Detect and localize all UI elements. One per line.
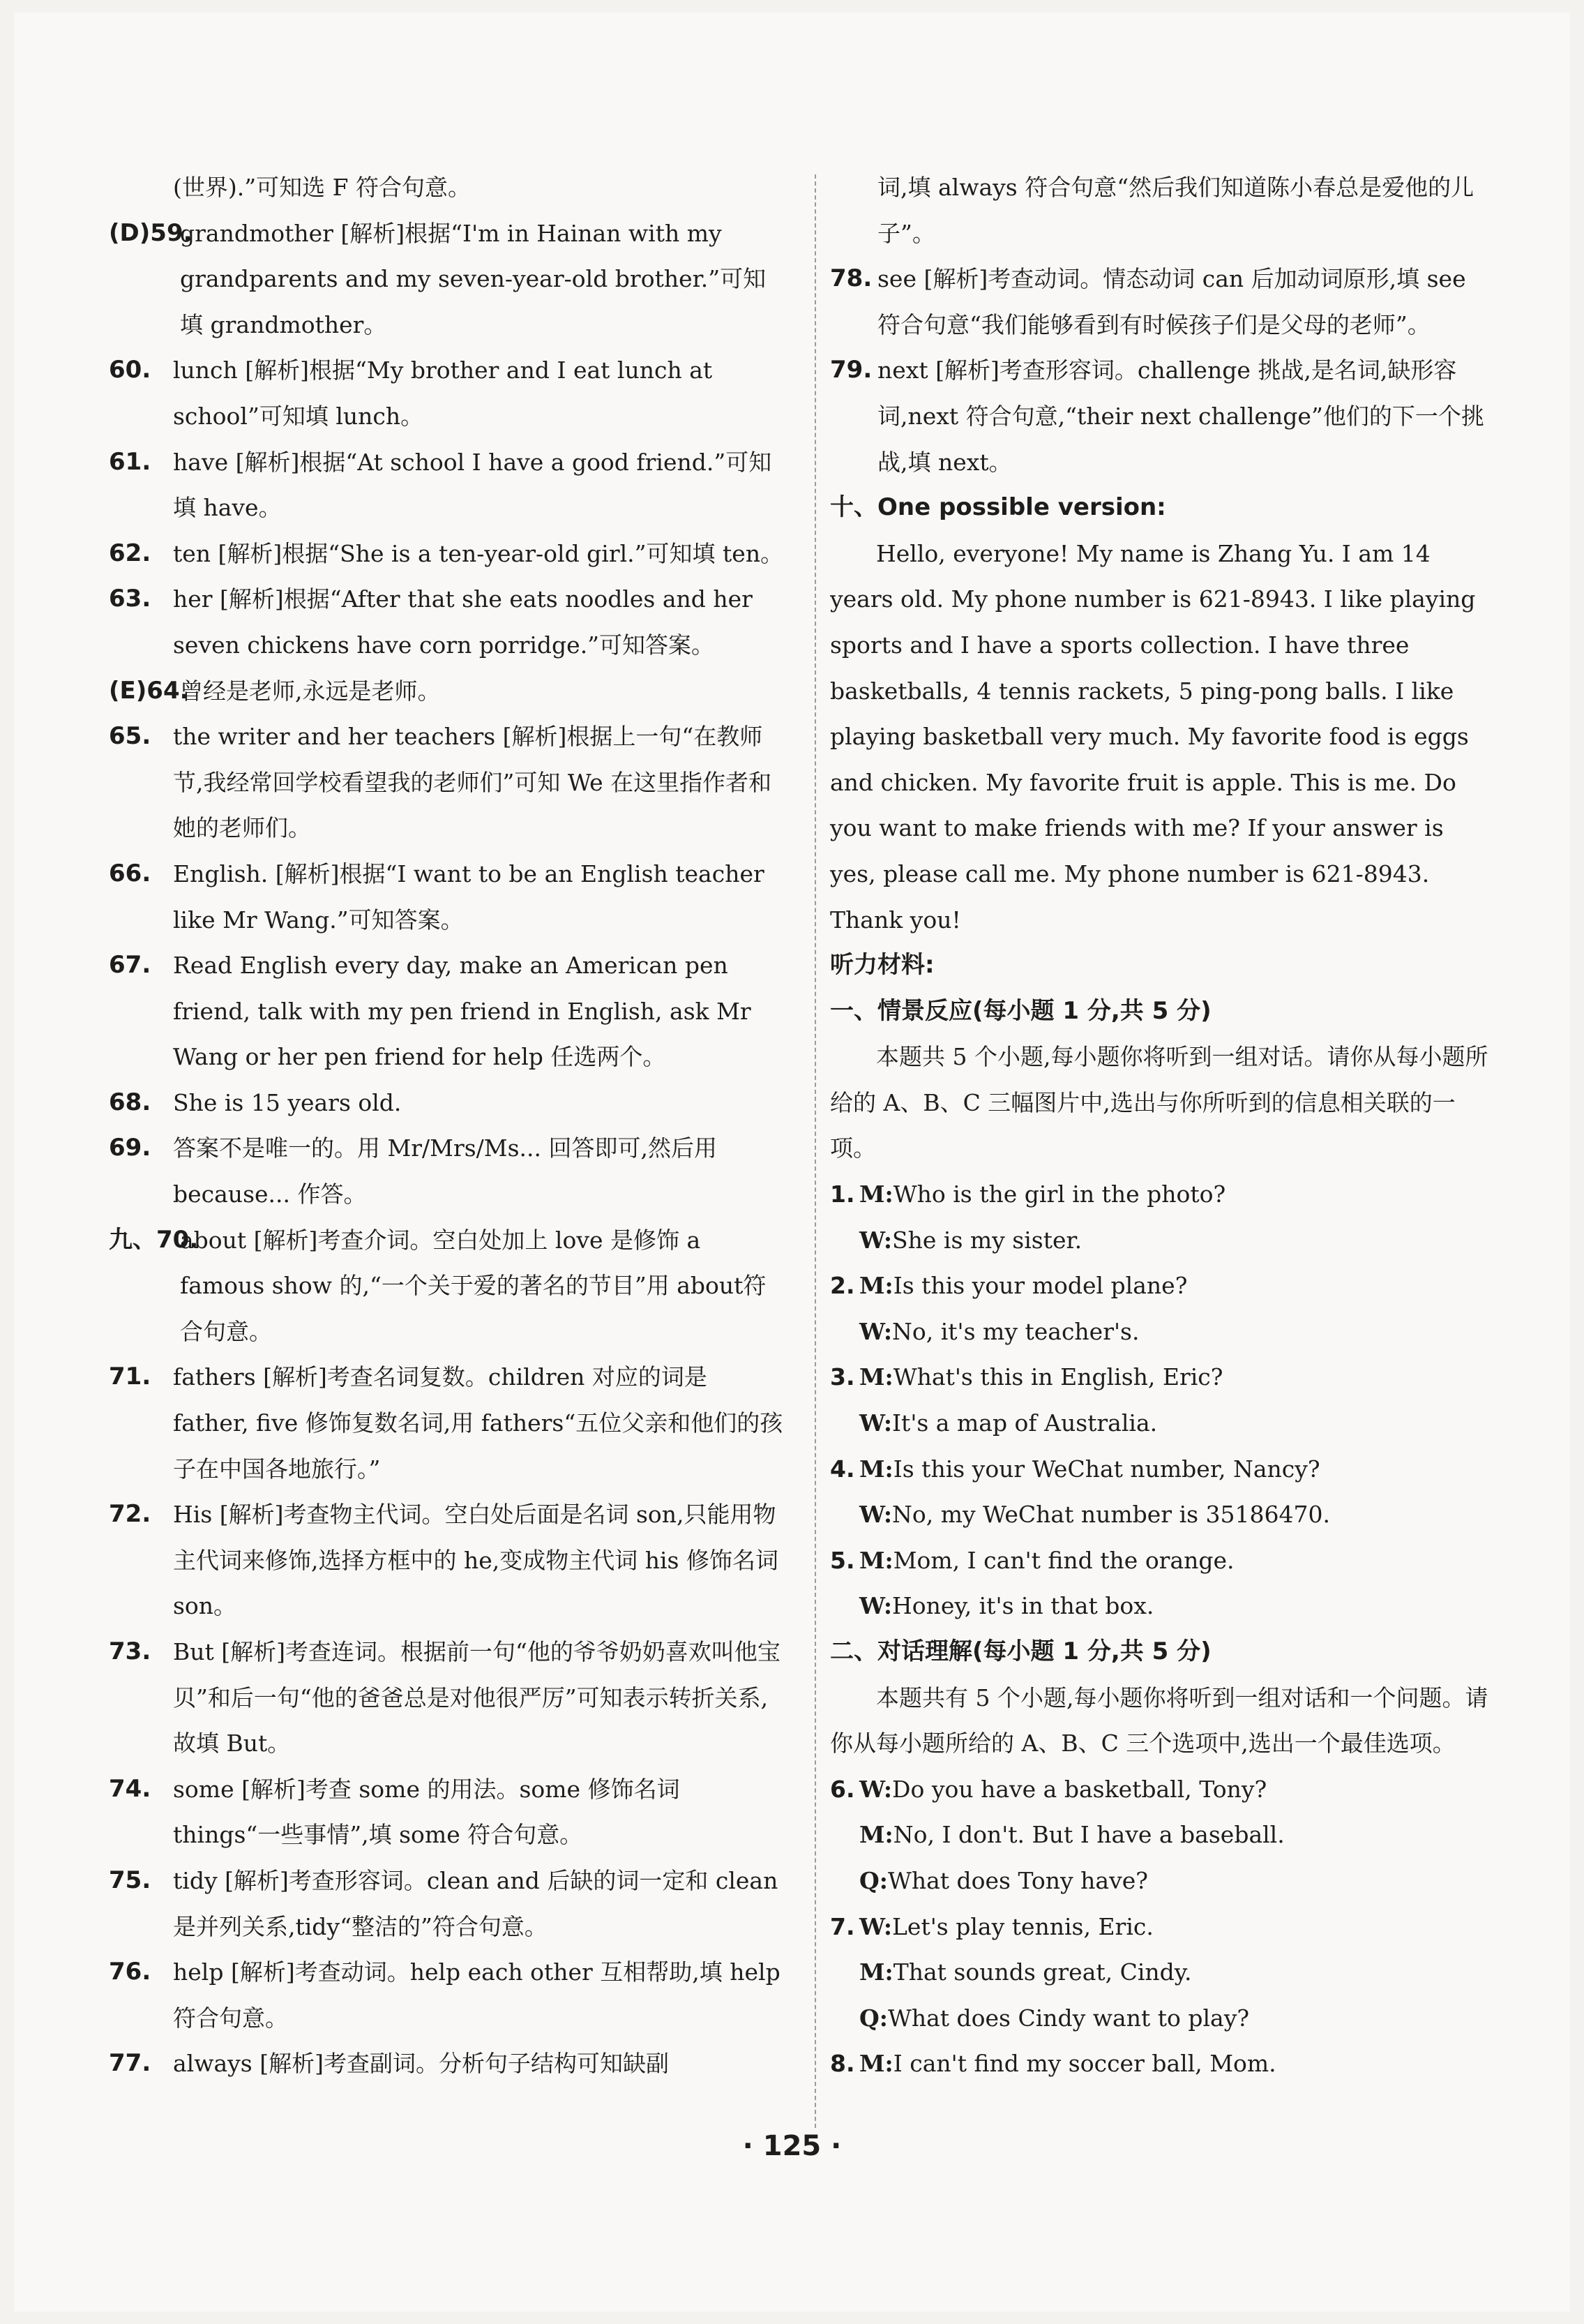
answer-item: [109, 576, 785, 668]
section2-intro: 本题共有 5 个小题,每小题你将听到一组对话和一个问题。请你从每小题所给的 A、B、C 三个选项中,选出一个最佳选项。: [830, 1684, 1488, 1757]
dialog-line: It's a map of Australia.: [892, 1409, 1158, 1437]
speaker: W:: [859, 1409, 893, 1437]
dialog: [830, 1263, 1489, 1309]
answer-text: help [解析]考查动词。help each other 互相帮助,填 help 符合句意。: [173, 1958, 780, 2032]
dialog-reply: [830, 1812, 1489, 1858]
answer-text: next [解析]考查形容词。challenge 挑战,是名词,缺形容词,next 符合句意,“their next challenge”他们的下一个挑战,填 next。: [877, 357, 1484, 476]
dialog-line: Let's play tennis, Eric.: [892, 1912, 1154, 1940]
answer-number: (E)64.: [109, 676, 189, 705]
answer-text: lunch [解析]根据“My brother and I eat lunch at school”可知填 lunch。: [173, 357, 713, 430]
dialog-line: Who is the girl in the photo?: [893, 1180, 1226, 1208]
answer-number: 65.: [109, 722, 151, 751]
essay-heading: 十、One possible version:: [830, 493, 1166, 522]
dialog-reply: [830, 1492, 1489, 1538]
dialog: [830, 1354, 1489, 1400]
answer-number: 78.: [830, 264, 873, 293]
answer-item: [109, 1125, 785, 1217]
dialog-line: No, I don't. But I have a baseball.: [893, 1821, 1285, 1849]
answer-item: [109, 1949, 785, 2041]
dialog: [830, 1767, 1489, 1813]
answer-number: (D)59.: [109, 218, 193, 247]
answer-item: [109, 1629, 785, 1767]
answer-item: [109, 531, 785, 577]
dialog: [830, 1446, 1489, 1492]
answer-text: the writer and her teachers [解析]根据上一句“在教师节,我经常回学校看望我的老师们”可知 We 在这里指作者和她的老师们。: [173, 723, 772, 842]
speaker: M:: [859, 1180, 893, 1208]
answer-item: [109, 668, 785, 714]
section1-heading: 一、情景反应(每小题 1 分,共 5 分): [830, 996, 1212, 1025]
answer-text: grandmother [解析]根据“I'm in Hainan with my grandparents and my seven-year-old brother.”可知填 grandmother。: [180, 219, 767, 338]
answer-continuation: [830, 165, 1489, 256]
listening-heading: 听力材料:: [830, 951, 935, 980]
answer-number: 66.: [109, 859, 151, 887]
answer-item: [109, 714, 785, 851]
answer-item: [830, 347, 1489, 485]
answer-item: [109, 1767, 785, 1858]
speaker: W:: [859, 1317, 893, 1345]
column-divider: [815, 174, 816, 2128]
answer-text: tidy [解析]考查形容词。clean and 后缺的词一定和 clean 是并列关系,tidy“整洁的”符合句意。: [173, 1866, 778, 1940]
answer-text: see [解析]考查动词。情态动词 can 后加动词原形,填 see 符合句意“我们能够看到有时候孩子们是父母的老师”。: [877, 265, 1466, 338]
answer-text: But [解析]考查连词。根据前一句“他的爷爷奶奶喜欢叫他宝贝”和后一句“他的爸爸总是对他很严厉”可知表示转折关系,故填 But。: [173, 1638, 780, 1757]
answer-text: have [解析]根据“At school I have a good friend.”可知填 have。: [173, 448, 772, 522]
dialog-number: 7.: [830, 1912, 855, 1940]
answer-number: 77.: [109, 2049, 151, 2078]
answer-number: 72.: [109, 1500, 151, 1529]
answer-text: about [解析]考查介词。空白处加上 love 是修饰 a famous show 的,“一个关于爱的著名的节目”用 about符合句意。: [180, 1226, 767, 1345]
section2-heading: 二、对话理解(每小题 1 分,共 5 分): [830, 1637, 1212, 1665]
answer-number: 69.: [109, 1134, 151, 1162]
answer-text: 词,填 always 符合句意“然后我们知道陈小春总是爱他的儿子”。: [877, 174, 1474, 247]
answer-number: 71.: [109, 1363, 151, 1391]
answer-number: 74.: [109, 1774, 151, 1803]
answer-text: Read English every day, make an American pen friend, talk with my pen friend in English, ask Mr Wang or her pen friend for help 任选两个。: [173, 952, 751, 1071]
answer-number: 67.: [109, 951, 151, 980]
page-number: · 125 ·: [742, 2130, 842, 2162]
dialog: [830, 1904, 1489, 1950]
dialog-line: I can't find my soccer ball, Mom.: [893, 2050, 1276, 2078]
speaker: W:: [859, 1775, 893, 1803]
dialog-line: Is this your WeChat number, Nancy?: [893, 1455, 1320, 1483]
answer-item: [109, 1492, 785, 1629]
section1-intro: 本题共 5 个小题,每小题你将听到一组对话。请你从每小题所给的 A、B、C 三幅图片中,选出与你所听到的信息相关联的一项。: [830, 1043, 1488, 1162]
dialog-line: What does Tony have?: [887, 1866, 1148, 1894]
answer-item: [109, 1217, 785, 1355]
speaker: Q:: [859, 2004, 888, 2032]
speaker: W:: [859, 1592, 893, 1620]
dialog-number: 3.: [830, 1363, 855, 1391]
dialog-line: Mom, I can't find the orange.: [893, 1546, 1235, 1574]
speaker: M:: [859, 1363, 893, 1391]
answer-number: 68.: [109, 1088, 151, 1116]
answer-item: [830, 256, 1489, 347]
dialog-line: Is this your model plane?: [893, 1272, 1188, 1300]
dialog-question: [830, 1858, 1489, 1904]
answer-number: 73.: [109, 1637, 151, 1665]
speaker: W:: [859, 1226, 893, 1254]
answer-item: [109, 211, 785, 348]
dialog-number: 1.: [830, 1180, 855, 1208]
answer-item: [109, 347, 785, 439]
answer-text: her [解析]根据“After that she eats noodles and her seven chickens have corn porridge.”可知答案。: [173, 585, 753, 659]
speaker: M:: [859, 1272, 893, 1300]
speaker: W:: [859, 1912, 893, 1940]
answer-item: [109, 2041, 785, 2087]
answer-number: 76.: [109, 1958, 151, 1986]
answer-item: [109, 1858, 785, 1949]
dialog-reply: [830, 1309, 1489, 1355]
answer-number: 九、70.: [109, 1225, 199, 1254]
answer-item: [109, 1080, 785, 1126]
answer-number: 79.: [830, 356, 873, 384]
left-column: [109, 165, 785, 2087]
speaker: M:: [859, 1821, 893, 1849]
dialog-line: No, it's my teacher's.: [892, 1317, 1140, 1345]
answer-number: 62.: [109, 539, 151, 567]
dialog-reply: [830, 1949, 1489, 1995]
dialog-question: [830, 1995, 1489, 2041]
answer-number: 63.: [109, 585, 151, 613]
page: [14, 13, 1570, 2311]
answer-item: [126, 165, 785, 211]
answer-number: 61.: [109, 447, 151, 476]
dialog-line: No, my WeChat number is 35186470.: [892, 1501, 1330, 1529]
dialog-line: Honey, it's in that box.: [892, 1592, 1154, 1620]
answer-number: 75.: [109, 1866, 151, 1894]
speaker: M:: [859, 2050, 893, 2078]
dialog: [830, 1171, 1489, 1217]
dialog-number: 6.: [830, 1775, 855, 1803]
dialog-reply: [830, 1400, 1489, 1446]
answer-item: [109, 440, 785, 531]
answer-text: always [解析]考查副词。分析句子结构可知缺副: [173, 2050, 669, 2078]
dialog: [830, 1538, 1489, 1584]
answer-number: 60.: [109, 356, 151, 384]
dialog: [830, 2041, 1489, 2087]
answer-text: 答案不是唯一的。用 Mr/Mrs/Ms... 回答即可,然后用 because... 作答。: [173, 1134, 717, 1208]
answer-text: His [解析]考查物主代词。空白处后面是名词 son,只能用物主代词来修饰,选择方框中的 he,变成物主代词 his 修饰名词 son。: [173, 1501, 778, 1620]
essay-text: Hello, everyone! My name is Zhang Yu. I am 14 years old. My phone number is 621-8943. I like playing sports and I have a sports collection. I have three basketballs, 4 tennis rackets, 5 ping-pong balls. I like playing basketball very much. My favorite food is eggs and chicken. My favorite fruit is apple. This is me. Do you want to make friends with me? If your answer is yes, please call me. My phone number is 621-8943. Thank you!: [830, 539, 1476, 934]
dialog-number: 5.: [830, 1546, 855, 1574]
answer-text: (世界).”可知选 F 符合句意。: [173, 174, 471, 201]
dialog-reply: [830, 1583, 1489, 1629]
answer-item: [109, 1354, 785, 1492]
speaker: M:: [859, 1958, 893, 1986]
dialog-line: Do you have a basketball, Tony?: [892, 1775, 1267, 1803]
speaker: W:: [859, 1501, 893, 1529]
dialog-reply: [830, 1217, 1489, 1264]
dialog-line: What's this in English, Eric?: [893, 1363, 1223, 1391]
dialog-line: She is my sister.: [892, 1226, 1083, 1254]
right-column: [830, 165, 1489, 2087]
dialog-number: 4.: [830, 1455, 855, 1483]
answer-text: English. [解析]根据“I want to be an English teacher like Mr Wang.”可知答案。: [173, 860, 764, 934]
speaker: M:: [859, 1546, 893, 1574]
dialog-number: 8.: [830, 2050, 855, 2078]
answer-text: some [解析]考查 some 的用法。some 修饰名词 things“一些事情”,填 some 符合句意。: [173, 1775, 680, 1849]
speaker: Q:: [859, 1866, 888, 1894]
answer-text: 曾经是老师,永远是老师。: [180, 677, 441, 705]
dialog-line: What does Cindy want to play?: [887, 2004, 1250, 2032]
dialog-line: That sounds great, Cindy.: [893, 1958, 1192, 1986]
answer-item: [109, 851, 785, 943]
answer-text: ten [解析]根据“She is a ten-year-old girl.”可知填 ten。: [173, 539, 784, 567]
answer-text: She is 15 years old.: [173, 1088, 402, 1116]
dialog-number: 2.: [830, 1272, 855, 1300]
answer-item: [109, 943, 785, 1080]
speaker: M:: [859, 1455, 893, 1483]
answer-text: fathers [解析]考查名词复数。children 对应的词是 father, five 修饰复数名词,用 fathers“五位父亲和他们的孩子在中国各地旅行。”: [173, 1363, 783, 1483]
